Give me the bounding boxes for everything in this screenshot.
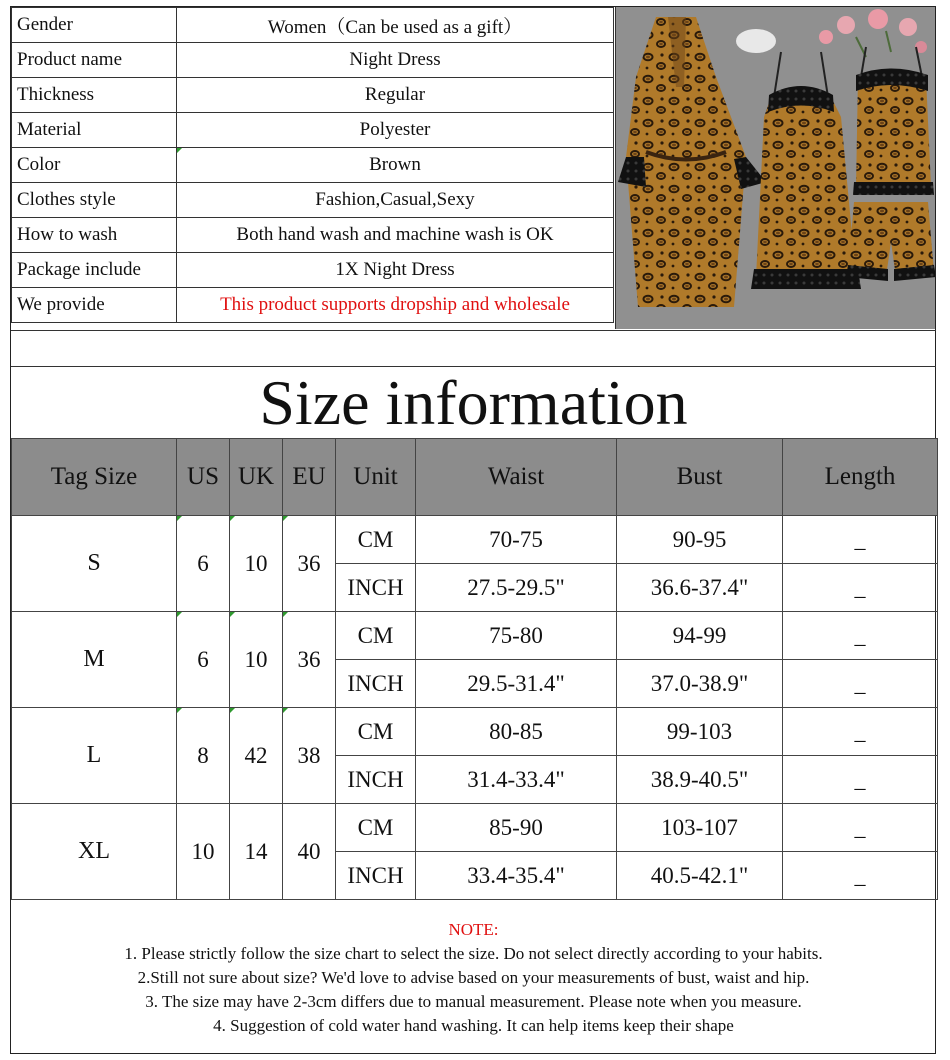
uk-cell: 14	[230, 804, 283, 900]
attr-value: Fashion,Casual,Sexy	[177, 183, 614, 218]
eu-cell: 40	[283, 804, 336, 900]
attr-key: Color	[12, 148, 177, 183]
length-cell: _	[783, 804, 938, 852]
note-line: 3. The size may have 2-3cm differs due to manual measurement. Please note when you measure.	[145, 992, 802, 1011]
note-line: 1. Please strictly follow the size chart to select the size. Do not select directly according to your habits.	[124, 944, 823, 963]
attr-value: Polyester	[177, 113, 614, 148]
waist-cell: 27.5-29.5"	[416, 564, 617, 612]
divider	[11, 330, 936, 331]
length-cell: _	[783, 708, 938, 756]
note-section	[11, 918, 936, 1038]
note-line: 4. Suggestion of cold water hand washing. It can help items keep their shape	[213, 1016, 734, 1035]
attr-row	[12, 78, 614, 113]
waist-cell: 33.4-35.4"	[416, 852, 617, 900]
uk-cell: 10	[230, 612, 283, 708]
tag-size-cell: XL	[12, 804, 177, 900]
unit-cell: CM	[336, 708, 416, 756]
attr-row	[12, 183, 614, 218]
length-cell: _	[783, 516, 938, 564]
attr-value: 1X Night Dress	[177, 253, 614, 288]
eu-cell: 38	[283, 708, 336, 804]
length-cell: _	[783, 564, 938, 612]
attr-value: Both hand wash and machine wash is OK	[177, 218, 614, 253]
bust-cell: 40.5-42.1"	[617, 852, 783, 900]
attr-key: Package include	[12, 253, 177, 288]
uk-cell: 42	[230, 708, 283, 804]
attr-value: Brown	[177, 148, 614, 183]
table-row	[12, 612, 938, 660]
header-bust: Bust	[617, 439, 783, 516]
unit-cell: INCH	[336, 660, 416, 708]
length-cell: _	[783, 660, 938, 708]
attr-value-highlight: This product supports dropship and wholesale	[177, 288, 614, 323]
table-row	[12, 708, 938, 756]
attr-row	[12, 288, 614, 323]
attr-key: How to wash	[12, 218, 177, 253]
table-row	[12, 804, 938, 852]
tag-size-cell: M	[12, 612, 177, 708]
attr-row	[12, 218, 614, 253]
attr-row	[12, 253, 614, 288]
unit-cell: CM	[336, 612, 416, 660]
bust-cell: 38.9-40.5"	[617, 756, 783, 804]
attr-value: Regular	[177, 78, 614, 113]
attr-value: Night Dress	[177, 43, 614, 78]
header-waist: Waist	[416, 439, 617, 516]
waist-cell: 31.4-33.4"	[416, 756, 617, 804]
unit-cell: INCH	[336, 756, 416, 804]
length-cell: _	[783, 612, 938, 660]
eu-cell: 36	[283, 516, 336, 612]
header-uk: UK	[230, 439, 283, 516]
product-photo	[615, 7, 935, 329]
uk-cell: 10	[230, 516, 283, 612]
attr-row	[12, 148, 614, 183]
bust-cell: 37.0-38.9"	[617, 660, 783, 708]
attr-key: Clothes style	[12, 183, 177, 218]
unit-cell: CM	[336, 804, 416, 852]
attr-key: We provide	[12, 288, 177, 323]
size-header-row	[12, 439, 938, 516]
header-length: Length	[783, 439, 938, 516]
attr-key: Gender	[12, 8, 177, 43]
length-cell: _	[783, 852, 938, 900]
header-tag-size: Tag Size	[12, 439, 177, 516]
eu-cell: 36	[283, 612, 336, 708]
attr-value: Women（Can be used as a gift）	[177, 8, 614, 43]
size-title: Size information	[259, 367, 688, 438]
header-unit: Unit	[336, 439, 416, 516]
table-row	[12, 516, 938, 564]
size-table	[11, 438, 938, 900]
bust-cell: 94-99	[617, 612, 783, 660]
waist-cell: 29.5-31.4"	[416, 660, 617, 708]
us-cell: 8	[177, 708, 230, 804]
waist-cell: 70-75	[416, 516, 617, 564]
unit-cell: INCH	[336, 852, 416, 900]
attr-key: Material	[12, 113, 177, 148]
tag-size-cell: L	[12, 708, 177, 804]
us-cell: 10	[177, 804, 230, 900]
waist-cell: 75-80	[416, 612, 617, 660]
us-cell: 6	[177, 516, 230, 612]
length-cell: _	[783, 756, 938, 804]
attr-row	[12, 8, 614, 43]
header-us: US	[177, 439, 230, 516]
bust-cell: 90-95	[617, 516, 783, 564]
bust-cell: 99-103	[617, 708, 783, 756]
waist-cell: 85-90	[416, 804, 617, 852]
waist-cell: 80-85	[416, 708, 617, 756]
attr-key: Thickness	[12, 78, 177, 113]
product-attributes-table	[11, 7, 614, 323]
attr-row	[12, 43, 614, 78]
note-line: 2.Still not sure about size? We'd love to advise based on your measurements of bust, waist and hip.	[137, 968, 810, 987]
us-cell: 6	[177, 612, 230, 708]
header-eu: EU	[283, 439, 336, 516]
bust-cell: 103-107	[617, 804, 783, 852]
note-title: NOTE:	[448, 920, 499, 939]
tag-size-cell: S	[12, 516, 177, 612]
attr-key: Product name	[12, 43, 177, 78]
bust-cell: 36.6-37.4"	[617, 564, 783, 612]
attr-row	[12, 113, 614, 148]
leopard-sleepwear-illustration	[616, 7, 935, 329]
unit-cell: CM	[336, 516, 416, 564]
unit-cell: INCH	[336, 564, 416, 612]
